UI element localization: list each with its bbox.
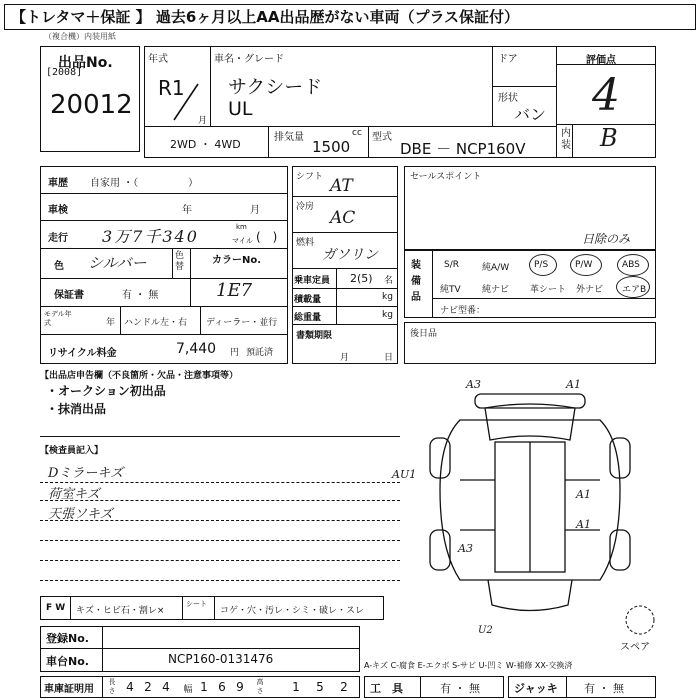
cert-char: 6 <box>218 680 226 694</box>
spare-label: スペア <box>620 642 650 653</box>
door-label: ドア <box>498 54 518 65</box>
car-damage-diagram <box>400 380 670 640</box>
doc-month: 月 <box>340 353 350 363</box>
cert-char: 2 <box>340 680 348 694</box>
mileage-unit-mile: マイル <box>232 237 253 245</box>
sheet-description: コゲ・穴・汚レ・シミ・破レ・スレ <box>220 606 365 616</box>
chassis-label: 車台No. <box>46 655 89 668</box>
cert-char: さ <box>256 687 264 695</box>
fuel-value: ガソリン <box>322 247 378 263</box>
inspector-line-1: Dミラーキズ <box>48 466 124 481</box>
recycle-note: 預託済 <box>246 348 274 358</box>
diagram-mark-a1-top: A1 <box>566 378 581 391</box>
color-label: 色 <box>54 261 64 272</box>
shape-label: 形状 <box>498 93 518 104</box>
shift-value: AT <box>330 176 353 196</box>
jack-value: 有 ・ 無 <box>584 682 624 695</box>
inspector-title: 【検査員記入】 <box>40 446 104 456</box>
score-value: 4 <box>592 70 620 121</box>
month-suffix: 月 <box>198 116 208 126</box>
interior-label: 内装 <box>561 128 571 151</box>
garage-cert-label: 車庫証明用 <box>44 684 94 695</box>
dealer-label: ディーラー・並行 <box>206 318 278 328</box>
header-partial-text: （複合機）内装用紙 <box>44 32 116 41</box>
fuel-label: 燃料 <box>296 238 315 248</box>
ac-label: 冷房 <box>296 202 315 212</box>
car-name: サクシード <box>228 76 323 98</box>
shape-value: バン <box>514 105 547 124</box>
tool-value: 有 ・ 無 <box>440 682 480 695</box>
color-no-value: 1E7 <box>216 280 253 301</box>
model-label: 型式 <box>372 132 392 143</box>
model-value: DBE － NCP160V <box>400 140 526 158</box>
equip-abs: ABS <box>622 260 640 270</box>
cert-char: 4 <box>162 680 170 694</box>
equip-ext-navi: 外ナビ <box>576 285 604 295</box>
handle-value: 左・右 <box>160 318 188 328</box>
inspector-line-2: 荷室キズ <box>48 487 100 502</box>
equip-sr: S/R <box>444 260 459 270</box>
equip-pw: P/W <box>575 260 593 270</box>
cert-char: 4 <box>126 680 134 694</box>
warranty-value: 有 ・ 無 <box>122 290 159 301</box>
load-unit: kg <box>382 292 393 302</box>
sales-point-label: セールスポイント <box>410 172 482 182</box>
load-label: 積載量 <box>294 295 322 305</box>
notes-title: 【出品店申告欄（不良箇所・欠品・注意事項等） <box>40 371 239 381</box>
mileage-paren: ( ) <box>256 230 278 244</box>
cert-char: 2 <box>144 680 152 694</box>
post-items-box <box>404 322 656 364</box>
recycle-value: 7,440 <box>176 341 217 357</box>
model-year-suffix: 年 <box>106 318 116 328</box>
warranty-label: 保証書 <box>54 290 84 301</box>
diagram-mark-a1-lower: A1 <box>576 518 591 531</box>
displacement-label: 排気量 <box>274 132 304 143</box>
cert-char: 1 <box>200 680 208 694</box>
mileage-value: 3万7千340 <box>102 227 199 246</box>
lot-tag: [2008] <box>46 67 83 78</box>
cert-char: さ <box>108 687 116 695</box>
diagram-mark-u2: U2 <box>478 625 493 636</box>
cert-char: 9 <box>236 680 244 694</box>
equip-airbag: エアB <box>622 285 647 295</box>
lot-label: 出品No. <box>58 55 113 71</box>
color-change-label: 色替 <box>175 251 185 272</box>
diagram-mark-au1: AU1 <box>392 468 417 481</box>
displacement-value: 1500 <box>312 138 351 156</box>
tool-label: 工 具 <box>370 682 403 695</box>
cert-char: 長 <box>108 678 116 686</box>
mileage-label: 走行 <box>48 233 68 244</box>
capacity-value: 2(5) <box>350 272 373 285</box>
interior-value: B <box>600 124 618 152</box>
displacement-unit: cc <box>352 128 362 138</box>
capacity-unit: 名 <box>384 276 394 286</box>
recycle-label: リサイクル料金 <box>48 348 117 359</box>
equipment-label: 装備品 <box>411 260 421 303</box>
equip-navi: 純ナビ <box>482 285 510 295</box>
recycle-unit: 円 <box>230 348 240 358</box>
name-label: 車名・グレード <box>214 54 284 65</box>
damage-legend: A-キズ C-腐食 E-エクボ S-サビ U-凹ミ W-補修 XX-交換済 <box>364 661 573 670</box>
mileage-unit-km: km <box>236 223 247 231</box>
weight-label: 総重量 <box>294 313 322 323</box>
fw-label: F W <box>46 603 66 613</box>
cert-char: 幅 <box>183 685 193 695</box>
sales-handwritten: 日除のみ <box>582 232 631 246</box>
drive-type: 2WD ・ 4WD <box>170 138 241 151</box>
lot-number: 20012 <box>50 90 133 120</box>
inspection-year: 年 <box>182 205 192 216</box>
history-label: 車歴 <box>48 178 68 189</box>
diagram-mark-a1-right: A1 <box>576 488 591 501</box>
shift-label: シフト <box>296 172 324 182</box>
color-no-label: カラーNo. <box>212 255 262 266</box>
color-value: シルバー <box>88 254 147 272</box>
chassis-number: NCP160-0131476 <box>168 652 274 666</box>
doc-label: 書類期限 <box>296 331 333 341</box>
note-2: ・抹消出品 <box>46 402 107 416</box>
history-value: 自家用 ・（ ） <box>90 178 199 189</box>
registration-label: 登録No. <box>46 632 89 645</box>
cert-char: 高 <box>256 678 264 686</box>
year-label: 年式 <box>148 54 168 65</box>
inspection-label: 車検 <box>48 205 68 216</box>
navi-model-label: ナビ型番： <box>440 306 486 316</box>
car-grade: UL <box>228 98 253 120</box>
jack-label: ジャッキ <box>514 682 558 695</box>
equip-ps: P/S <box>534 260 549 270</box>
diagram-mark-a3-top: A3 <box>466 378 481 391</box>
equip-leather: 革シート <box>530 285 567 295</box>
inspection-month: 月 <box>250 205 260 216</box>
model-year-label: モデル年式 <box>44 310 72 327</box>
sheet-label: シート <box>186 600 207 608</box>
cert-char: 1 <box>292 680 300 694</box>
post-items-label: 後日品 <box>410 329 438 339</box>
sheet-title: 【トレタマ＋保証 】 過去6ヶ月以上AA出品歴がない車両（プラス保証付） <box>4 4 696 30</box>
diagram-mark-a3-bottom: A3 <box>458 542 473 555</box>
doc-day: 日 <box>384 353 394 363</box>
equip-alloy: 純A/W <box>482 263 510 273</box>
equip-tv: 純TV <box>440 285 461 295</box>
note-1: ・オークション初出品 <box>46 384 166 398</box>
weight-unit: kg <box>382 310 393 320</box>
fw-description: キズ・ヒビ石・割レ× <box>76 606 165 616</box>
handle-label: ハンドル <box>124 318 161 328</box>
ac-value: AC <box>330 208 356 228</box>
cert-char: 5 <box>316 680 324 694</box>
year-value: R1 <box>158 76 185 100</box>
capacity-label: 乗車定員 <box>294 276 331 286</box>
inspector-line-3: 天張ソキズ <box>48 507 113 522</box>
score-label: 評価点 <box>586 55 616 66</box>
